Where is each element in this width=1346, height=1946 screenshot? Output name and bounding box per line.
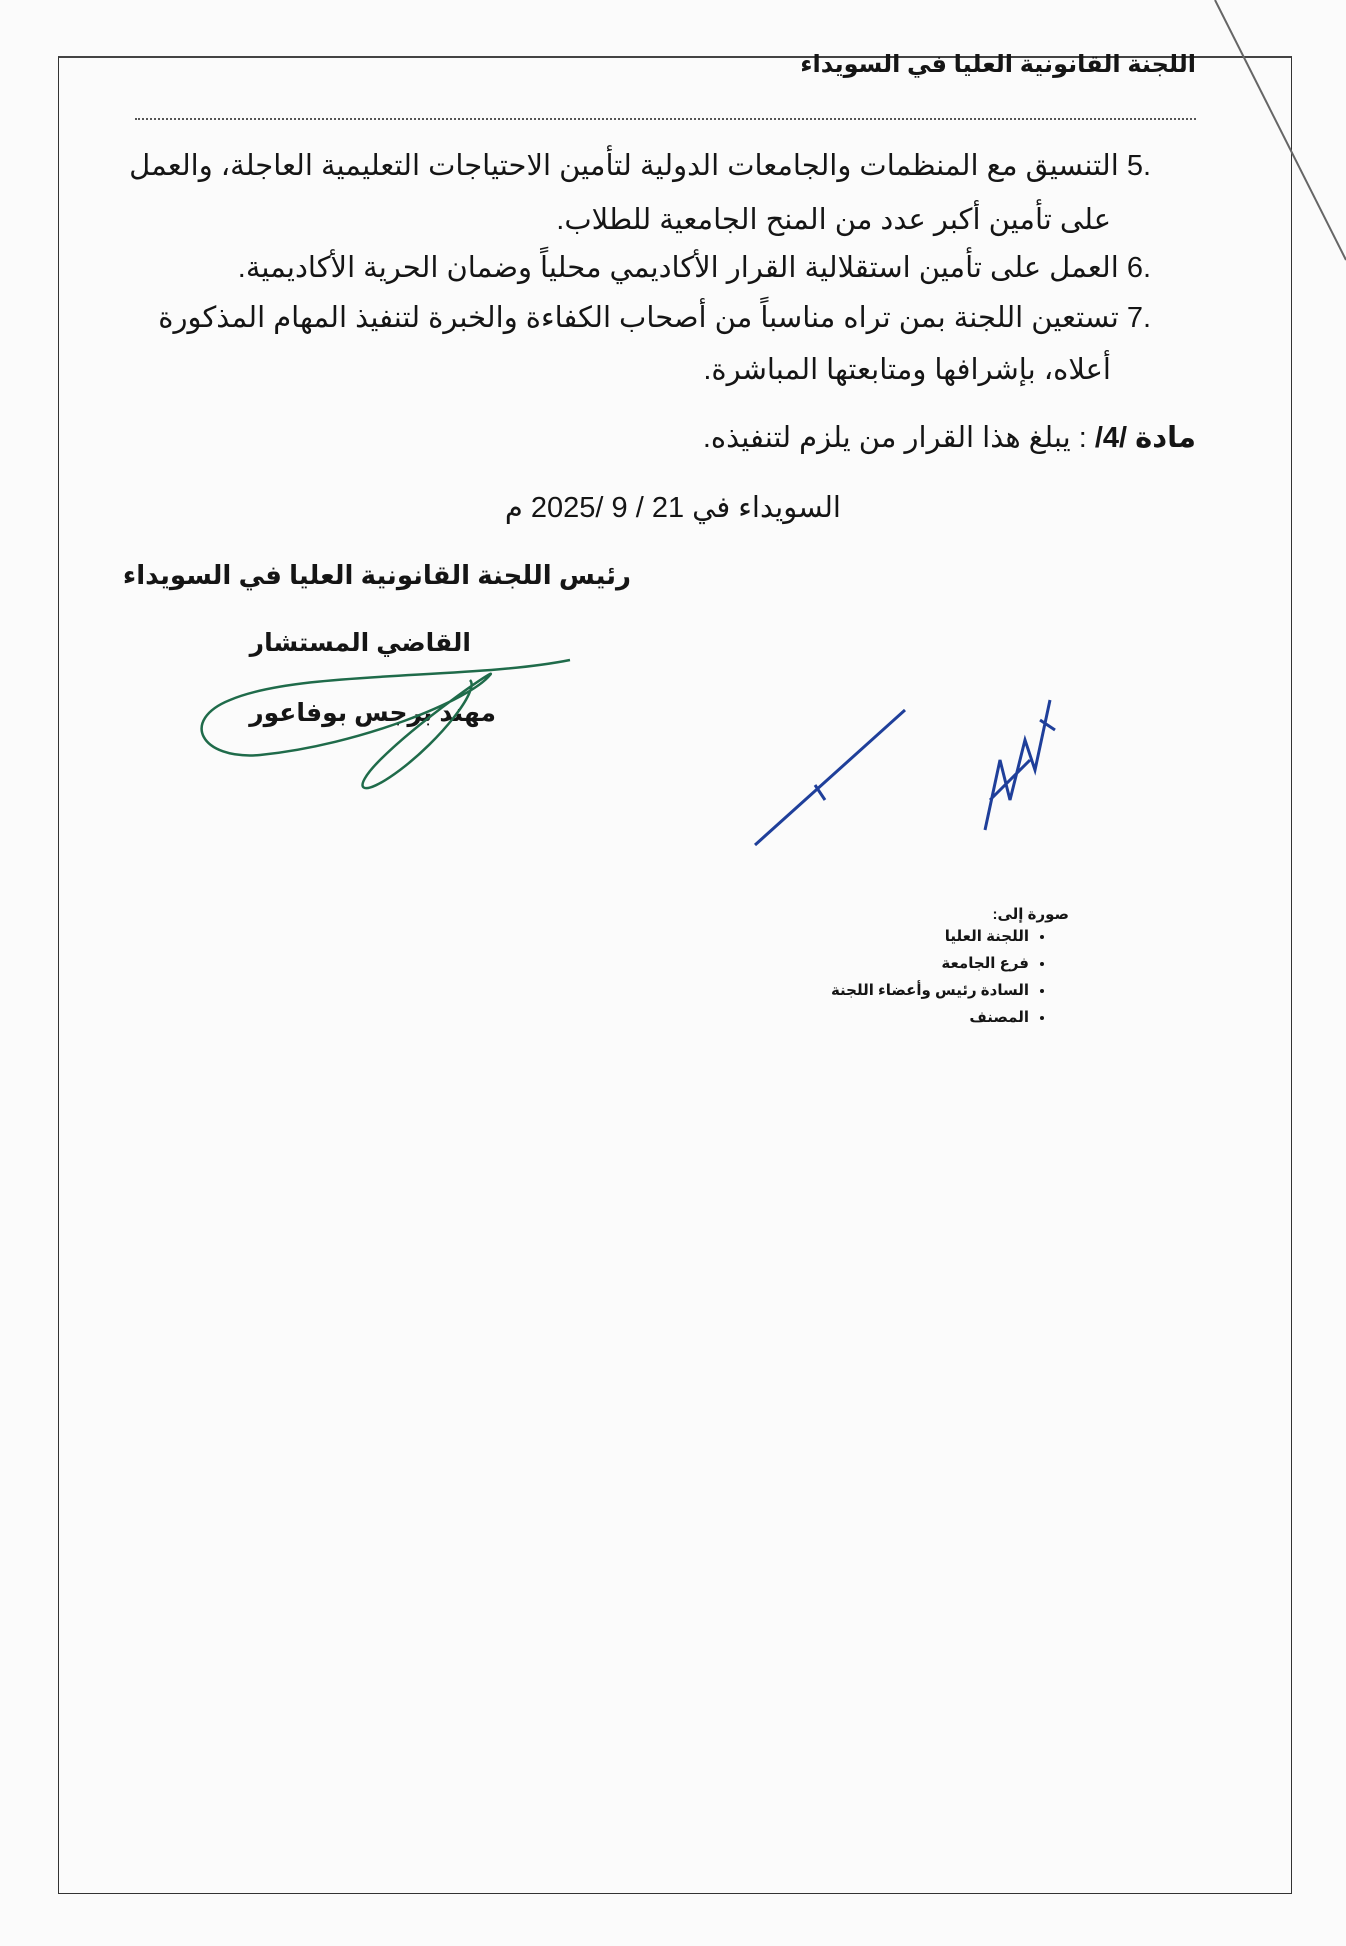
item-7: 7.تستعين اللجنة بمن تراه مناسباً من أصحاب الكفاءة والخبرة لتنفيذ المهام المذكورة <box>158 302 1151 334</box>
signatory-title: رئيس اللجنة القانونية العليا في السويداء <box>122 560 631 590</box>
cc-recipient: • اللجنة العليا <box>831 923 1029 950</box>
cc-heading: صورة إلى: <box>992 906 1069 923</box>
item-5: 5.التنسيق مع المنظمات والجامعات الدولية لتأمين الاحتياجات التعليمية العاجلة، والعمل <box>129 150 1151 182</box>
cc-list <box>831 905 1069 1031</box>
item-5-cont: على تأمين أكبر عدد من المنح الجامعية للطلاب. <box>556 204 1111 236</box>
green-signature <box>202 660 570 788</box>
item-7-cont: أعلاه، بإشرافها ومتابعتها المباشرة. <box>703 354 1111 386</box>
letterhead-title: اللجنة القانونية العليا في السويداء <box>800 51 1196 78</box>
cc-recipient: • السادة رئيس وأعضاء اللجنة <box>831 977 1029 1004</box>
signatory-role: القاضي المستشار <box>249 629 471 657</box>
signatory-name: مهند برجس بوفاعور <box>249 699 496 727</box>
article-4: مادة /4/ : يبلغ هذا القرار من يلزم لتنفيذه. <box>702 422 1196 454</box>
page-corner-edge <box>1215 0 1346 260</box>
date-line: السويداء في 21 / 9 /2025 م <box>504 492 841 524</box>
blue-initials <box>985 700 1055 830</box>
cc-recipient: • المصنف <box>831 1004 1029 1031</box>
item-6: 6.العمل على تأمين استقلالية القرار الأكاديمي محلياً وضمان الحرية الأكاديمية. <box>237 252 1151 284</box>
blue-stroke <box>755 710 905 845</box>
cc-recipient: • فرع الجامعة <box>831 950 1029 977</box>
